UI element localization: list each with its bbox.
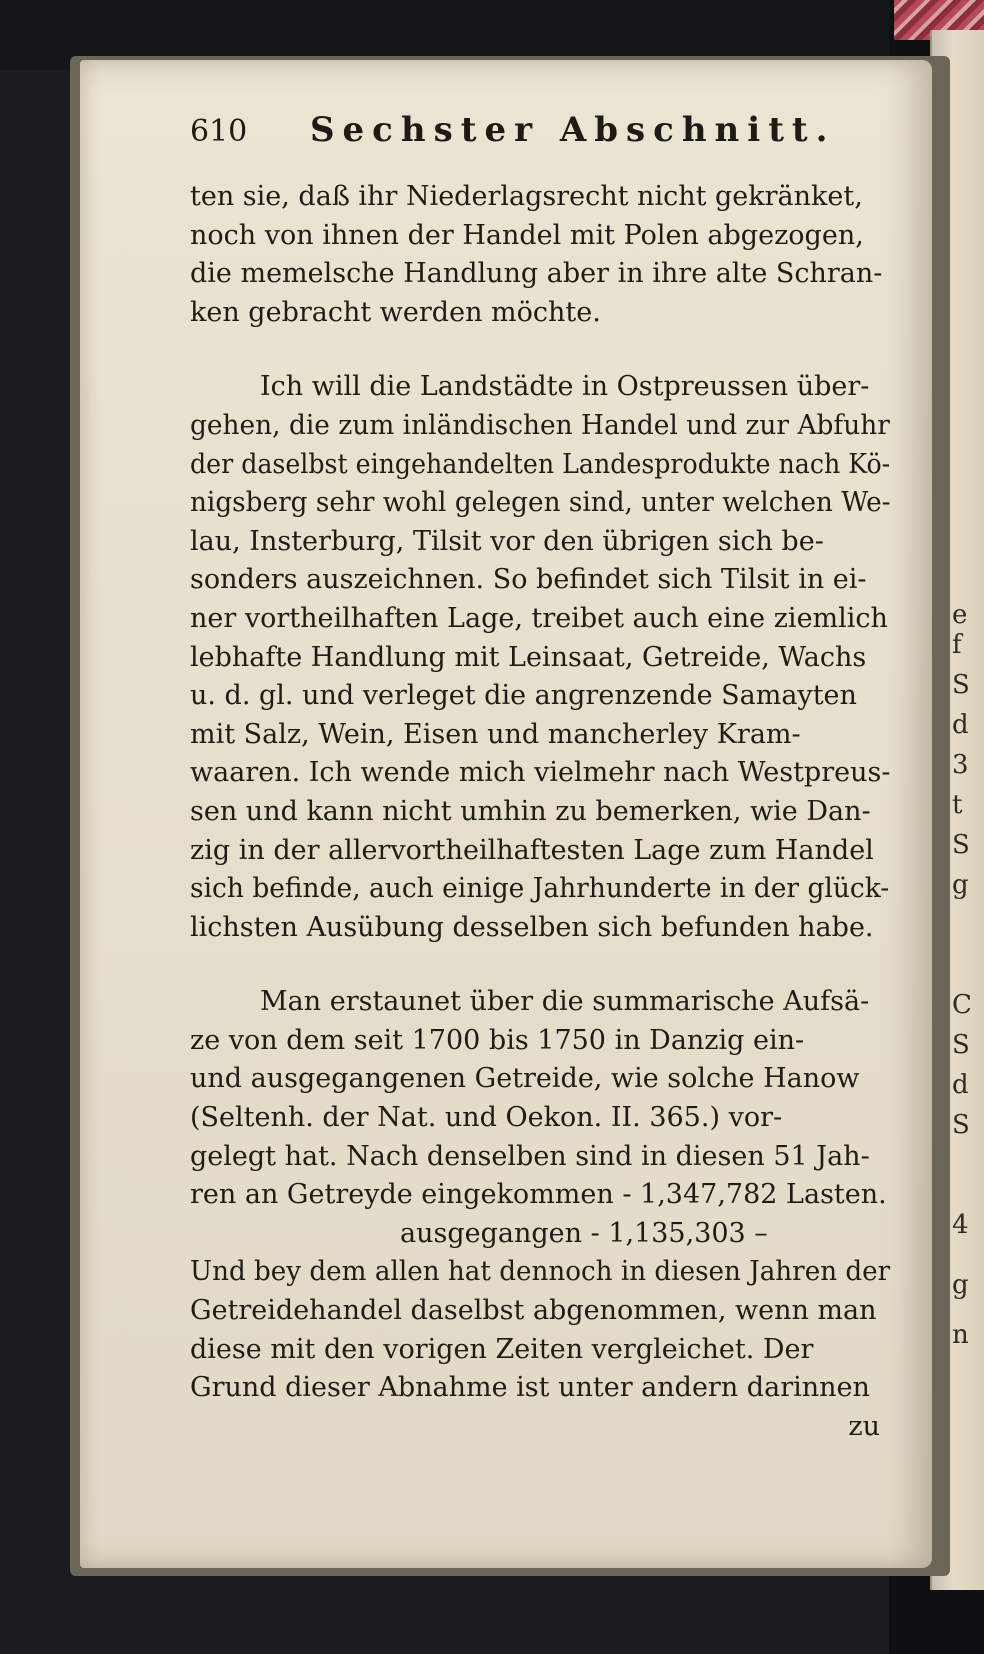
paragraph: [190, 368, 890, 947]
text-line: nigsberg sehr wohl gelegen sind, unter welchen We-: [190, 487, 891, 519]
text-line: sonders auszeichnen. So befindet sich Tilsit in ei-: [190, 564, 867, 596]
adjacent-page-glyph: 3: [952, 750, 969, 780]
catchword: zu: [848, 1410, 880, 1442]
page-header: [190, 110, 890, 160]
adjacent-page-glyph: g: [952, 870, 969, 900]
text-line: ten sie, daß ihr Niederlagsrecht nicht gekränket,: [190, 181, 863, 212]
adjacent-page-glyph: e: [952, 600, 968, 630]
text-line: ausgegangen - 1,135,303 –: [400, 1217, 768, 1249]
text-line: gehen, die zum inländischen Handel und zur Abfuhr: [190, 409, 890, 441]
text-line: zig in der allervortheilhaftesten Lage zum Handel: [190, 834, 874, 866]
text-line: Ich will die Landstädte in Ostpreussen über-: [260, 371, 870, 403]
text-line: der daselbst eingehandelten Landesprodukte nach Kö-: [190, 448, 891, 480]
text-line: Grund dieser Abnahme ist unter andern darinnen: [190, 1372, 870, 1404]
adjacent-page-glyph: S: [952, 1030, 970, 1060]
text-line: ren an Getreyde eingekommen - 1,347,782 Lasten.: [190, 1179, 887, 1211]
adjacent-page-glyph: t: [952, 790, 963, 820]
text-line: Und bey dem allen hat dennoch in diesen Jahren der: [190, 1256, 891, 1288]
text-line: diese mit den vorigen Zeiten vergleichet. Der: [190, 1333, 814, 1365]
adjacent-page-glyph: g: [952, 1270, 969, 1300]
text-line: waaren. Ich wende mich vielmehr nach Westpreus-: [190, 757, 891, 789]
text-line: Man erstaunet über die summarische Aufsä-: [260, 986, 870, 1018]
text-line: lau, Insterburg, Tilsit vor den übrigen sich be-: [190, 525, 824, 557]
adjacent-page-glyph: d: [952, 710, 969, 740]
text-line: lichsten Ausübung desselben sich befunden habe.: [190, 911, 874, 943]
text-line: ken gebracht werden möchte.: [190, 296, 601, 328]
text-line: mit Salz, Wein, Eisen und mancherley Kram-: [190, 718, 801, 750]
page-number: 610: [190, 114, 248, 149]
text-line: noch von ihnen der Handel mit Polen abgezogen,: [190, 219, 864, 251]
adjacent-page-glyph: f: [952, 630, 962, 660]
adjacent-page-glyph: C: [952, 990, 972, 1020]
text-line: u. d. gl. und verleget die angrenzende Samayten: [190, 680, 857, 712]
text-line: ner vortheilhaften Lage, treibet auch eine ziemlich: [190, 602, 888, 634]
adjacent-page-glyph: S: [952, 830, 970, 860]
text-line: Getreidehandel daselbst abgenommen, wenn man: [190, 1295, 877, 1327]
text-line: und ausgegangenen Getreide, wie solche Hanow: [190, 1063, 860, 1095]
adjacent-page-glyph: S: [952, 1110, 970, 1140]
page-text-block: [190, 110, 890, 1446]
paragraph: [190, 983, 890, 1408]
text-line: ze von dem seit 1700 bis 1750 in Danzig ein-: [190, 1024, 805, 1056]
adjacent-page-glyph: 4: [952, 1210, 969, 1240]
running-head: Sechster Abschnitt.: [310, 110, 836, 150]
text-line: die memelsche Handlung aber in ihre alte Schran-: [190, 258, 883, 290]
adjacent-page-glyph: n: [952, 1320, 969, 1350]
book-page: [80, 60, 932, 1568]
adjacent-page-glyph: d: [952, 1070, 969, 1100]
text-line: sen und kann nicht umhin zu bemerken, wie Dan-: [190, 795, 871, 827]
text-line: sich befinde, auch einige Jahrhunderte in der glück-: [190, 873, 890, 905]
adjacent-page-glyph: S: [952, 670, 970, 700]
text-line: (Seltenh. der Nat. und Oekon. II. 365.) vor-: [190, 1102, 783, 1134]
text-line: lebhafte Handlung mit Leinsaat, Getreide, Wachs: [190, 641, 867, 673]
text-line: gelegt hat. Nach denselben sind in diesen 51 Jah-: [190, 1140, 870, 1172]
paragraph: [190, 178, 890, 332]
